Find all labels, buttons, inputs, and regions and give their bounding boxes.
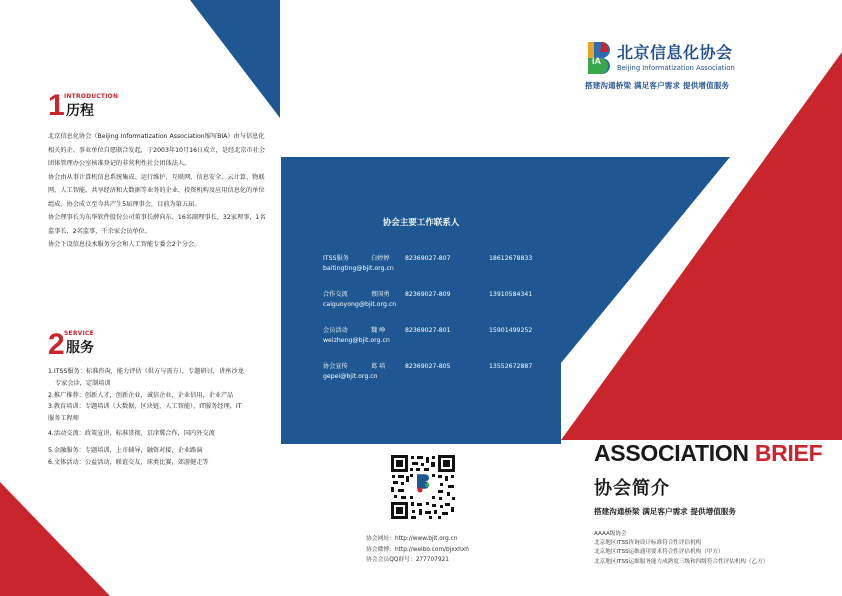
contact-mobile: 15901499252: [489, 327, 533, 334]
contact-name: 魏 峥: [371, 327, 386, 334]
qq-group: 协会会员QQ群号：277707921: [366, 557, 449, 564]
intro-paragraph: 协会由从事计算机信息系统集成、运行维护、互联网、信息安全、云计算、物联网、人工智能、共享经济和大数据等业务的企业、投资机构及应用信息化的单位组成。协会成立至今共产生5届理事会，目前为第五届。: [48, 173, 265, 208]
brief-title-en-part2: BRIEF: [754, 440, 823, 466]
logo-badge: iA: [592, 56, 601, 66]
service-item-cont: 专家会诊，定制培训: [55, 379, 111, 387]
contact-email[interactable]: caiguoyong@bjit.org.cn: [323, 301, 397, 308]
bottom-left-red-triangle: [0, 482, 110, 596]
contact-mobile: 18612678833: [489, 255, 533, 262]
website-info: [366, 534, 469, 566]
certification-item: AAAA级协会: [594, 531, 627, 537]
contact-email[interactable]: baitingting@bjit.org.cn: [323, 265, 394, 272]
intro-zh-heading: 历程: [66, 103, 94, 119]
brief-title-en-part1: ASSOCIATION: [594, 440, 755, 466]
certification-item: 北京地区ITSS运维服务能力成熟度三级和四级符合性评估机构（乙方）: [594, 558, 769, 565]
service-list: [48, 366, 276, 469]
contact-mobile: 13910584341: [489, 291, 533, 298]
contact-email[interactable]: weizheng@bjit.org.cn: [323, 337, 390, 344]
service-zh-heading: 服务: [66, 340, 94, 356]
top-left-blue-triangle: [190, 0, 280, 118]
contact-row: [323, 326, 532, 346]
website-link[interactable]: 协会网址：http://www.bjit.org.cn: [366, 536, 458, 542]
intro-number: 1: [48, 89, 65, 122]
intro-paragraph: 协会下设信息技术服务分会和人工智能专委会2个分会。: [48, 241, 201, 248]
contact-phone: 82369027-801: [405, 327, 451, 334]
contact-row: [323, 362, 532, 382]
contact-name: 白婷婷: [371, 255, 390, 262]
contact-name: 蔡国勇: [371, 291, 390, 298]
certification-item: 北京地区ITSS运维通用要求符合性评估机构（甲方）: [594, 549, 724, 556]
certification-item: 北京地区ITSS咨询设计标准符合性评估机构: [594, 540, 702, 547]
weibo-link[interactable]: 协会微博：http://weibo.com/bjxxhxh: [366, 546, 469, 553]
service-item-cont: 服务工程师: [48, 415, 79, 423]
contact-phone: 82369027-805: [405, 363, 451, 370]
contact-name: 葛 培: [371, 363, 386, 370]
service-item: 2.推广推荐：创新人才，创新企业，诚信企业，企业信用，企业产品: [48, 391, 234, 399]
logo-tagline: 搭建沟通桥梁 满足客户需求 提供增值服务: [585, 81, 730, 90]
contacts-title: 协会主要工作联系人: [382, 218, 460, 228]
service-item: 5.金融服务：专题培训，上市辅导，融资对接，企业路演: [48, 447, 203, 454]
qr-code[interactable]: [390, 454, 456, 520]
contact-role: 协会宣传: [323, 363, 348, 370]
association-logo-icon: [586, 40, 614, 76]
contact-email[interactable]: gepei@bjit.org.cn: [323, 373, 378, 380]
contact-row: [323, 254, 532, 274]
contact-role: 合作交流: [323, 291, 348, 298]
brief-title-zh: 协会简介: [594, 478, 670, 499]
intro-paragraph: 北京信息化协会（Beijing Informatization Association缩写BIA）由与信息化相关的企、事业单位自愿联合发起，于2003年10月16日成立，是经北京市社会团体管理办公室核准登记的非营利性社会团体法人。: [48, 133, 266, 167]
intro-text: [48, 130, 268, 252]
brief-title-en: [594, 440, 822, 467]
logo-english-name: Beijing Informatization Association: [617, 64, 735, 72]
contact-role: 会员活动: [323, 327, 348, 334]
brief-tagline: 搭建沟通桥梁 满足客户需求 提供增值服务: [594, 507, 736, 516]
service-item: 6.文体活动：公益活动，联谊交友，球类比赛，郊游健走等: [48, 458, 209, 466]
intro-en-heading: INTRODUCTION: [64, 93, 119, 100]
intro-paragraph: 协会理事长为东华软件股份公司董事长薛向东，16名副理事长，32家理事，1名监事长，2名监事，千余家会员单位。: [48, 214, 266, 235]
service-number: 2: [48, 328, 65, 361]
certifications-list: [594, 530, 768, 567]
contact-mobile: 13552672887: [489, 363, 533, 370]
contact-phone: 82369027-809: [405, 291, 451, 298]
service-item: 3.教育培训：专题培训（大数据，区块链，人工智能），IT服务经理，IT: [48, 403, 242, 411]
service-en-heading: SERVICE: [64, 330, 94, 337]
service-item: 4.活动交流：政策宣讲，标准贯彻，京津冀合作，国内外交流: [48, 429, 215, 437]
contact-phone: 82369027-807: [405, 255, 451, 262]
contact-role: ITSS服务: [323, 255, 349, 262]
service-item: 1.ITSS服务：标准咨询，能力评估（供方与需方），专题研讨，讲座沙龙: [48, 368, 244, 375]
logo-chinese-name: 北京信息化协会: [617, 43, 733, 62]
contact-row: [323, 290, 532, 310]
